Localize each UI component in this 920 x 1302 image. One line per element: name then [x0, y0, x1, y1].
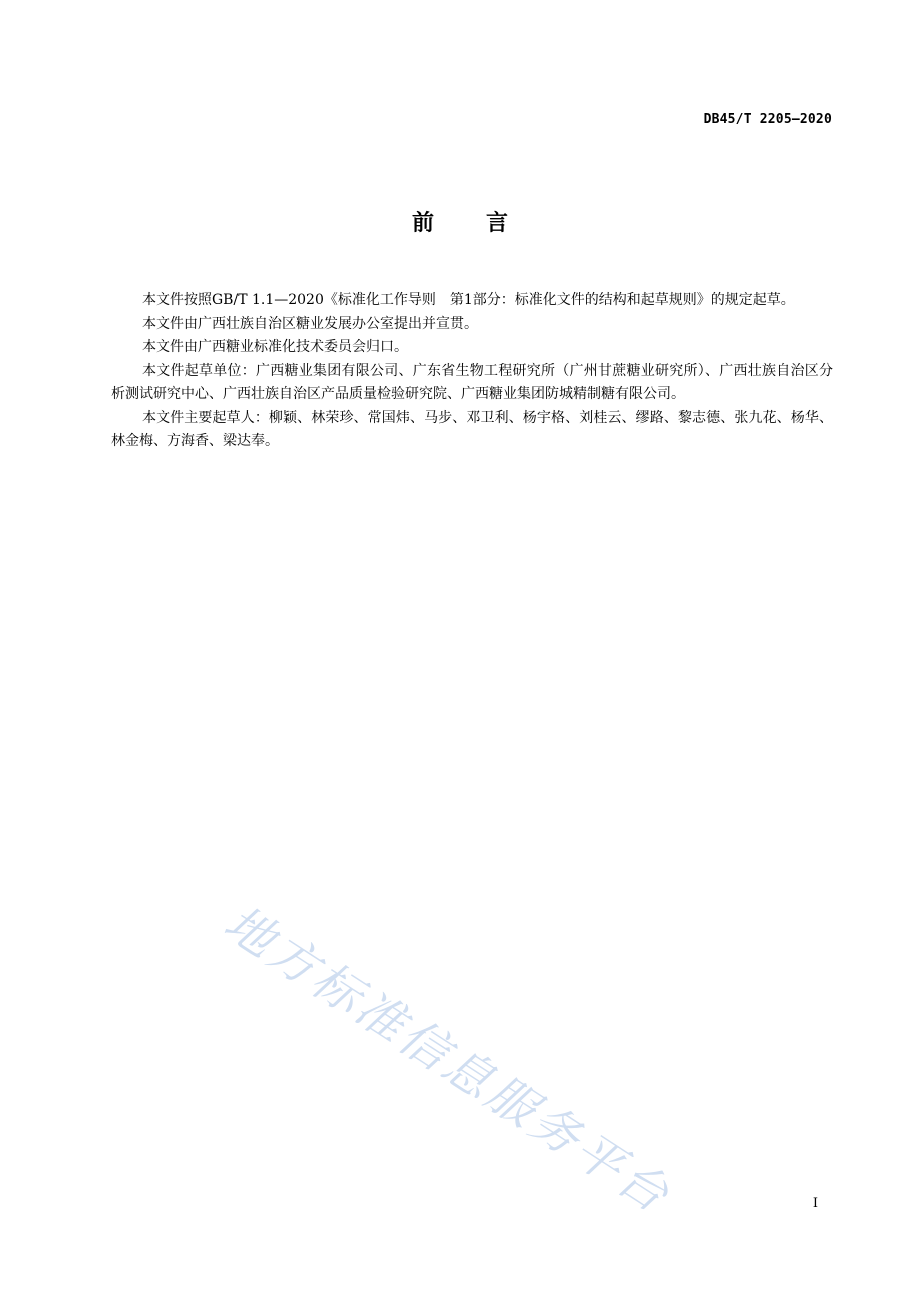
paragraph-committee: 本文件由广西糖业标准化技术委员会归口。: [142, 339, 408, 355]
paragraph-proposer: 本文件由广西壮族自治区糖业发展办公室提出并宣贯。: [142, 315, 478, 332]
paragraph-drafting-rules: 本文件按照GB/T 1.1—2020《标准化工作导则 第1部分：标准化文件的结构和起草规则》的规定起草。: [142, 292, 795, 308]
page-number: I: [812, 1196, 818, 1211]
page-title: 前言: [411, 211, 560, 236]
watermark: 地方标准信息服务平台: [214, 894, 681, 1225]
paragraph-drafters: 本文件主要起草人：柳颖、林荣珍、常国炜、马步、邓卫利、杨宇格、刘桂云、缪路、黎志德、张九花、杨华、林金梅、方海香、梁达奉。: [111, 409, 833, 449]
document-code: DB45/T 2205—2020: [703, 112, 832, 127]
paragraph-drafting-units: 本文件起草单位：广西糖业集团有限公司、广东省生物工程研究所（广州甘蔗糖业研究所）、广西壮族自治区分析测试研究中心、广西壮族自治区产品质量检验研究院、广西糖业集团防城精制糖有限公司。: [111, 362, 833, 402]
foreword-body: [111, 289, 833, 454]
